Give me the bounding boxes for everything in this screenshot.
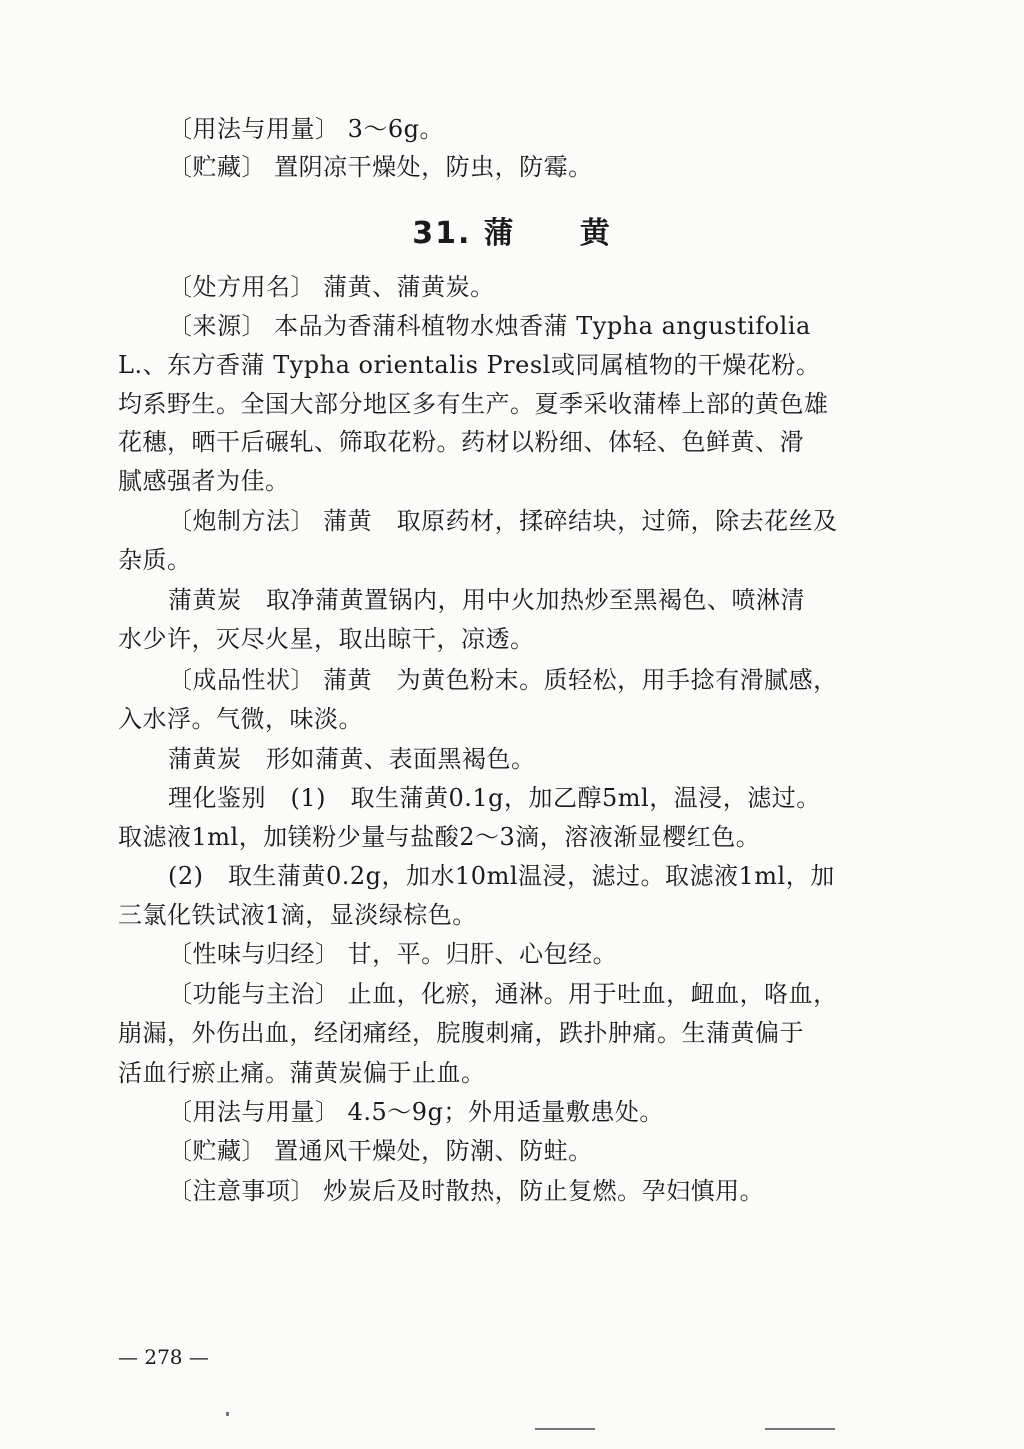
storage: 〔贮藏〕 置通风干燥处，防潮、防蛀。 <box>168 1137 593 1165</box>
source-line-4: 花穗，晒干后碾轧、筛取花粉。药材以粉细、体轻、色鲜黄、滑 <box>118 428 804 456</box>
section-title: 31. 蒲 黄 <box>412 216 612 251</box>
source-line-3: 均系野生。全国大部分地区多有生产。夏季采收蒲棒上部的黄色雄 <box>118 390 829 418</box>
source-line-2: L.、东方香蒲 Typha orientalis Presl或同属植物的干燥花粉。 <box>118 351 821 379</box>
prescription-names: 〔处方用名〕 蒲黄、蒲黄炭。 <box>168 273 495 301</box>
nature-meridian: 〔性味与归经〕 甘，平。归肝、心包经。 <box>168 940 618 968</box>
scan-speck <box>765 1428 835 1430</box>
function-line-2: 崩漏，外伤出血，经闭痛经，脘腹刺痛，跌扑肿痛。生蒲黄偏于 <box>118 1019 804 1047</box>
properties-line-2: 入水浮。气微，味淡。 <box>118 705 363 733</box>
usage-dosage-prev: 〔用法与用量〕 3～6g。 <box>168 115 445 143</box>
source-line-5: 腻感强者为佳。 <box>118 467 290 495</box>
processing-line-1: 〔炮制方法〕 蒲黄 取原药材，揉碎结块，过筛，除去花丝及 <box>168 507 838 535</box>
source-line-1: 〔来源〕 本品为香蒲科植物水烛香蒲 Typha angustifolia <box>168 312 811 340</box>
properties-line-1: 〔成品性状〕 蒲黄 为黄色粉末。质轻松，用手捻有滑腻感， <box>168 666 838 694</box>
scan-speck <box>226 1412 229 1416</box>
identification-line-2: 取滤液1ml，加镁粉少量与盐酸2～3滴，溶液渐显樱红色。 <box>118 823 761 851</box>
identification-line-3: (2) 取生蒲黄0.2g，加水10ml温浸，滤过。取滤液1ml，加 <box>168 862 835 890</box>
scan-speck <box>535 1428 595 1430</box>
processing-line-2: 杂质。 <box>118 546 192 574</box>
charcoal-line-1: 蒲黄炭 取净蒲黄置锅内，用中火加热炒至黑褐色、喷淋清 <box>168 586 805 614</box>
page-number: — 278 — <box>118 1345 209 1369</box>
charcoal-line-2: 水少许，灭尽火星，取出晾干，凉透。 <box>118 625 535 653</box>
charcoal-properties: 蒲黄炭 形如蒲黄、表面黑褐色。 <box>168 745 536 773</box>
identification-line-4: 三氯化铁试液1滴，显淡绿棕色。 <box>118 901 477 929</box>
identification-line-1: 理化鉴别 (1) 取生蒲黄0.1g，加乙醇5ml，温浸，滤过。 <box>168 784 821 812</box>
function-line-1: 〔功能与主治〕 止血，化瘀，通淋。用于吐血，衄血，咯血， <box>168 980 838 1008</box>
function-line-3: 活血行瘀止痛。蒲黄炭偏于止血。 <box>118 1059 486 1087</box>
usage-dosage: 〔用法与用量〕 4.5～9g；外用适量敷患处。 <box>168 1098 664 1126</box>
precautions: 〔注意事项〕 炒炭后及时散热，防止复燃。孕妇慎用。 <box>168 1177 765 1205</box>
storage-prev: 〔贮藏〕 置阴凉干燥处，防虫，防霉。 <box>168 153 593 181</box>
